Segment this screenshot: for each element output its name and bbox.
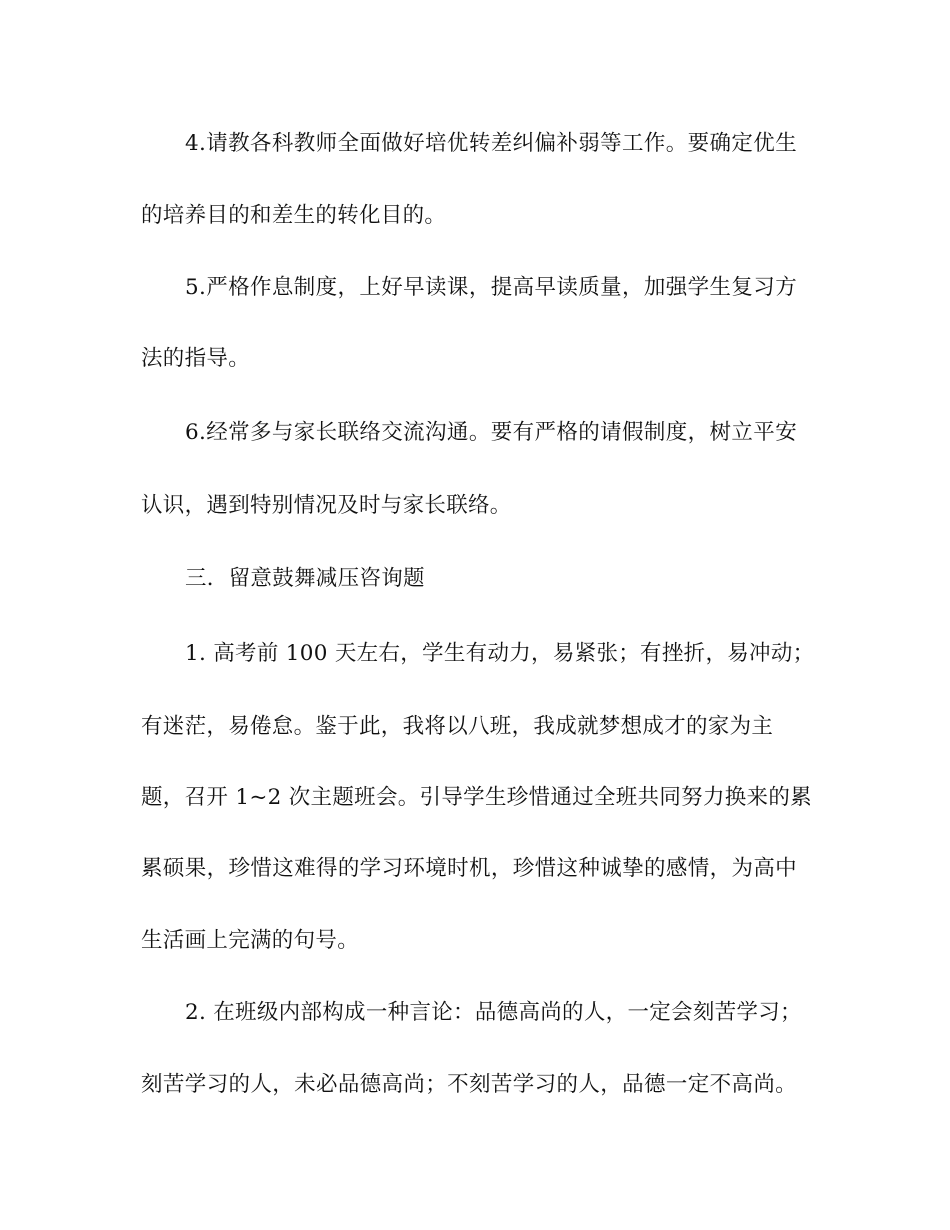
paragraph-4-line-1: 4.请教各科教师全面做好培优转差纠偏补弱等工作。要确定优生 xyxy=(185,131,797,156)
item-1-line-1: 1. 高考前 100 天左右，学生有动力，易紧张；有挫折，易冲动； xyxy=(185,641,815,666)
paragraph-5-line-1: 5.严格作息制度，上好早读课，提高早读质量，加强学生复习方 xyxy=(185,275,797,300)
paragraph-5-line-2: 法的指导。 xyxy=(141,346,251,371)
item-1-line-4: 累硕果，珍惜这难得的学习环境时机，珍惜这种诚挚的感情，为高中 xyxy=(141,856,797,881)
item-1-line-3: 题，召开 1~2 次主题班会。引导学生珍惜通过全班共同努力换来的累 xyxy=(141,785,812,810)
paragraph-6-line-1: 6.经常多与家长联络交流沟通。要有严格的请假制度，树立平安 xyxy=(185,420,797,445)
paragraph-6-line-2: 认识，遇到特别情况及时与家长联络。 xyxy=(141,493,512,518)
item-1-line-2: 有迷茫，易倦怠。鉴于此，我将以八班，我成就梦想成才的家为主 xyxy=(141,714,774,739)
item-2-line-1: 2. 在班级内部构成一种言论：品德高尚的人，一定会刻苦学习； xyxy=(185,1000,802,1025)
paragraph-4-line-2: 的培养目的和差生的转化目的。 xyxy=(141,203,447,228)
section-3-heading: 三．留意鼓舞减压咨询题 xyxy=(185,566,425,591)
item-1-line-5: 生活画上完满的句号。 xyxy=(141,928,360,953)
item-2-line-2: 刻苦学习的人，未必品德高尚；不刻苦学习的人，品德一定不高尚。 xyxy=(141,1072,797,1097)
